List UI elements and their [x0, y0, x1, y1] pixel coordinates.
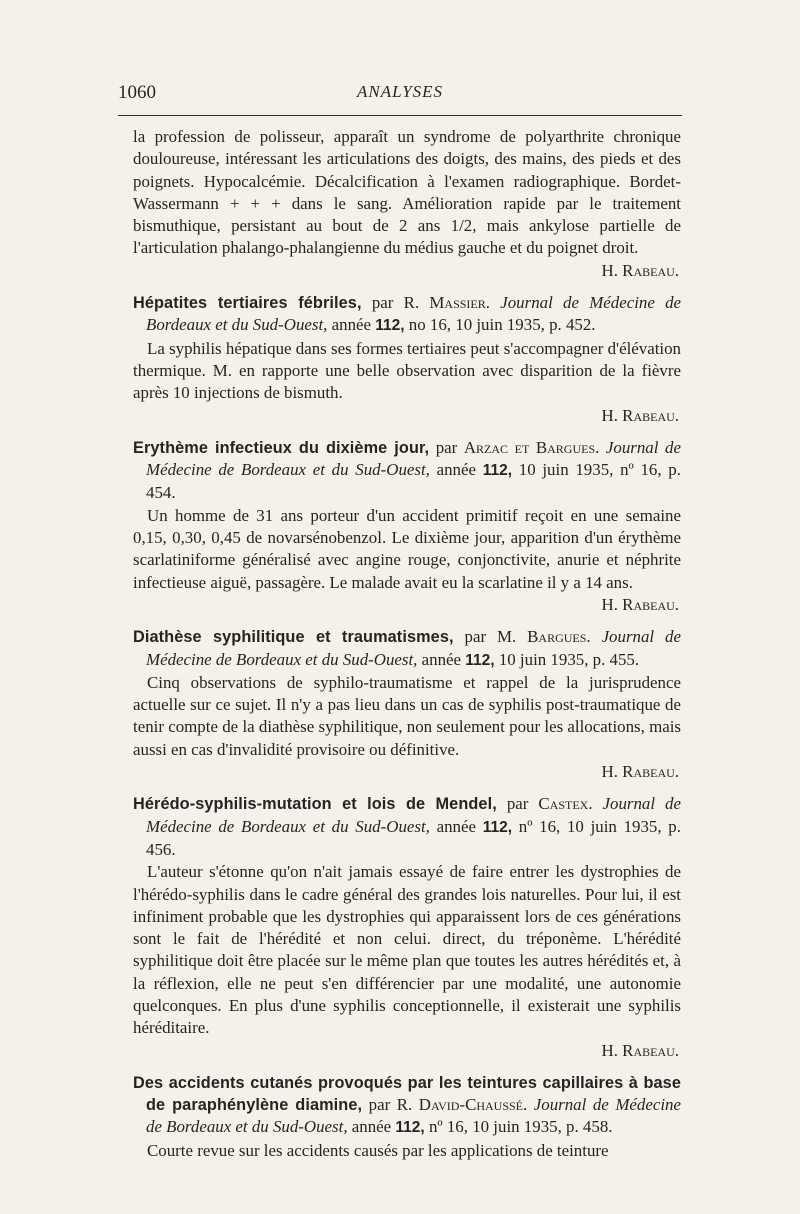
entry-authors: Castex. [538, 794, 593, 814]
entry-volume: 112, [395, 1119, 425, 1137]
abstract-signature: H. Rabeau. [601, 405, 679, 425]
entry-journal: Journal de Médecine de Bordeaux et du Sud-Ouest, [146, 437, 681, 480]
abstract-text: la profession de polisseur, apparaît un syndrome de polyarthrite chronique douloureuse, intéressant les articulations des doigts, des mains, des pieds et des poignets. Hypocalcémie. Décalcification à l'examen radiographique. Bordet-Wassermann + + + dans le sang. Amélioration rapide par le traitement bismuthique, persistant au bout de 2 ans 1/2, mais ankylose partielle de l'articulation phalango-phalangienne du médius gauche et du poignet droit. [133, 127, 681, 258]
abstract-text: Courte revue sur les accidents causés par les applications de teinture [147, 1140, 609, 1160]
abstract-entry [133, 793, 681, 1062]
abstract-signature: H. Rabeau. [601, 1040, 679, 1060]
entry-volume: 112, [465, 651, 495, 669]
page-header [118, 82, 682, 106]
entry-volume: 112, [375, 317, 405, 335]
header-rule [118, 115, 682, 116]
entry-title: Hépatites tertiaires fébriles, [133, 294, 362, 313]
entry-volume: 112, [482, 462, 513, 480]
entry-heading: Des accidents cutanés provoqués par les teintures capillaires à base de paraphénylène diamine, par R. David-Chaussé. Journal de Médecine de Bordeaux et du Sud-Ouest, année 112, nº 16, 10 juin 1935, p. 458. [133, 1073, 681, 1137]
entry-citation: no 16, 10 juin 1935, p. 452. [408, 315, 596, 335]
entry-authors: Arzac et Bargues. [463, 437, 600, 457]
entry-authors: M. Bargues. [497, 627, 591, 647]
entry-title: Erythème infectieux du dixième jour, [133, 438, 430, 457]
intro-abstract [133, 126, 681, 282]
running-head: ANALYSES [356, 82, 444, 101]
page-number: 1060 [118, 82, 156, 103]
abstract-text: L'auteur s'étonne qu'on n'ait jamais essayé de faire entrer les dystrophies de l'hérédo-syphilis dans le cadre général des grandes lois naturelles. Pour lui, il est infiniment probable que les dystrophies qui apparaissent lors de ces générations sont le fait de l'hérédité et non celui. direct, du tréponème. L'hérédité syphilitique doit être placée sur le même plan que toutes les autres hérédités et, à la réflexion, elle ne peut s'en différencier par une modalité, une autonomie quelconques. En plus d'une syphilis conceptionnelle, il existerait une syphilis héréditaire. [133, 862, 681, 1038]
entry-title: Des accidents cutanés provoqués par les teintures capillaires à base de paraphénylène diamine, [133, 1073, 681, 1115]
entry-heading: Hépatites tertiaires fébriles, par R. Massier. Journal de Médecine de Bordeaux et du Sud-Ouest, année 112, no 16, 10 juin 1935, p. 452. [133, 293, 682, 335]
abstract-entry [133, 292, 681, 427]
abstract-entry [133, 437, 681, 616]
abstract-signature: H. Rabeau. [601, 762, 679, 782]
abstract-text: La syphilis hépatique dans ses formes tertiaires peut s'accompagner d'élévation thermique. M. en rapporte une belle observation avec disparition de la fièvre après 10 injections de bismuth. [133, 338, 681, 403]
entry-journal: Journal de Médecine de Bordeaux et du Sud-Ouest, [146, 794, 681, 836]
entry-citation: nº 16, 10 juin 1935, p. 456. [146, 816, 681, 859]
entry-authors: R. Massier. [403, 293, 490, 313]
abstract-text: Un homme de 31 ans porteur d'un accident primitif reçoit en une semaine 0,15, 0,30, 0,45 de novarsénobenzol. Le dixième jour, apparition d'un érythème scarlatiniforme généralisé avec angine rouge, conjonctivite, anurie et néphrite infectieuse aiguë, passagère. Le malade avait eu la scarlatine il y a 14 ans. [133, 505, 681, 592]
entry-citation: 10 juin 1935, p. 455. [498, 649, 640, 669]
abstract-signature: H. Rabeau. [601, 260, 679, 280]
entry-citation: nº 16, 10 juin 1935, p. 458. [428, 1117, 613, 1137]
entry-heading: Diathèse syphilitique et traumatismes, par M. Bargues. Journal de Médecine de Bordeaux et du Sud-Ouest, année 112, 10 juin 1935, p. 455. [133, 627, 681, 669]
entry-heading: Hérédo-syphilis-mutation et lois de Mendel, par Castex. Journal de Médecine de Bordeaux et du Sud-Ouest, année 112, nº 16, 10 juin 1935, p. 456. [133, 794, 681, 859]
abstract-signature: H. Rabeau. [601, 594, 679, 614]
abstract-entry [133, 1072, 681, 1162]
entry-authors: R. David-Chaussé. [396, 1095, 528, 1115]
entry-journal: Journal de Médecine de Bordeaux et du Sud-Ouest, [146, 293, 682, 335]
entry-heading: Erythème infectieux du dixième jour, par Arzac et Bargues. Journal de Médecine de Bordeaux et du Sud-Ouest, année 112, 10 juin 1935, nº 16, p. 454. [133, 437, 681, 503]
abstract-entry [133, 626, 681, 783]
entry-title: Hérédo-syphilis-mutation et lois de Mendel, [133, 795, 497, 814]
article-body [133, 126, 681, 1162]
entry-journal: Journal de Médecine de Bordeaux et du Sud-Ouest, [146, 1095, 681, 1137]
entry-journal: Journal de Médecine de Bordeaux et du Sud-Ouest, [146, 627, 681, 669]
entry-citation: 10 juin 1935, nº 16, p. 454. [146, 460, 681, 503]
abstract-text: Cinq observations de syphilo-traumatisme et rappel de la jurisprudence actuelle sur ce sujet. Il n'y a pas lieu dans un cas de syphilis post-traumatique de tenir compte de la diathèse syphilitique, non seulement pour les allocations, mais aussi en cas d'invalidité provisoire ou définitive. [133, 672, 681, 759]
entry-volume: 112, [482, 818, 513, 836]
entry-title: Diathèse syphilitique et traumatismes, [133, 628, 454, 647]
